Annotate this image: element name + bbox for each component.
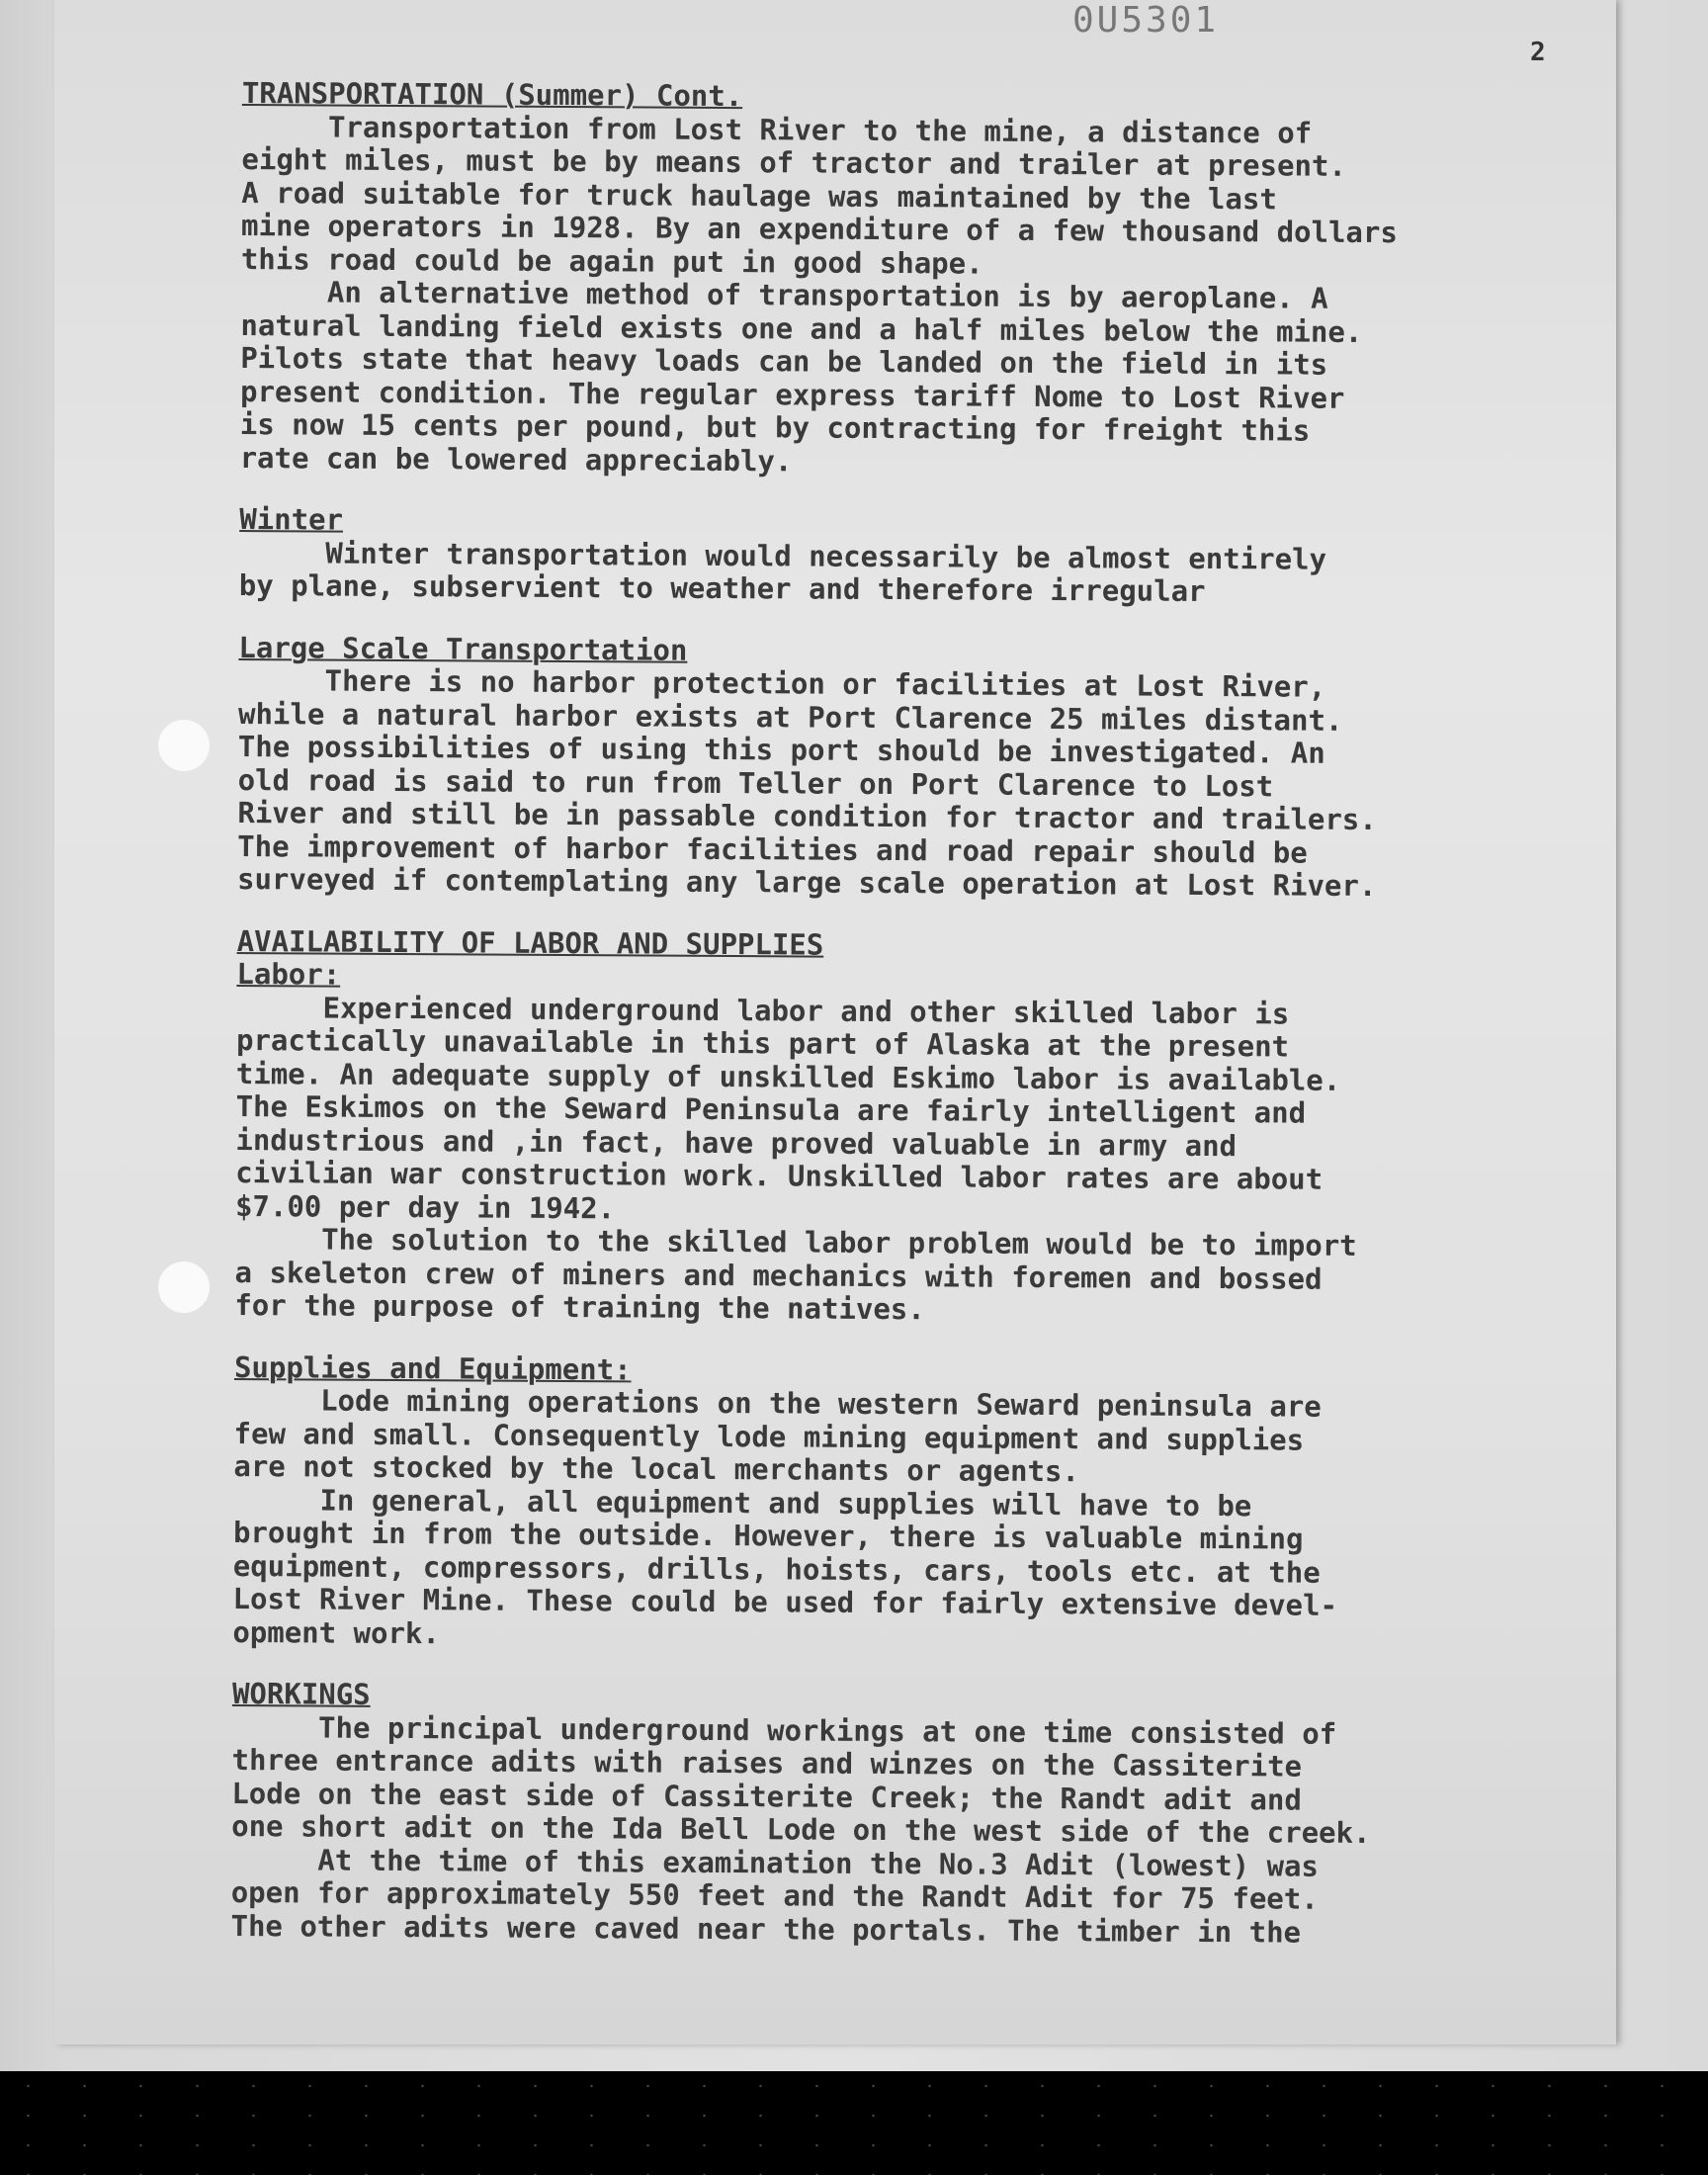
scanner-bottom-border [0, 2071, 1708, 2175]
section-heading: WORKINGS [231, 1676, 371, 1711]
section-transportation-summer [240, 77, 1606, 482]
section-availability-labor-supplies [234, 924, 1600, 1330]
section-winter [239, 503, 1604, 611]
paragraph: The solution to the skilled labor problem would be to import a skeleton crew of miners and mechanics with foremen and bossed for the purpose of training the natives. [234, 1221, 1357, 1327]
paragraph: At the time of this examination the No.3 Adit (lowest) was open for approximately 550 feet and the Randt Adit for 75 feet. The other adits were caved near the portals. The timber in the [230, 1842, 1320, 1950]
section-workings [230, 1678, 1596, 1951]
paragraph: Lode mining operations on the western Seward peninsula are few and small. Consequently lode mining equipment and supplies are not stocked by the local merchants or agents. [233, 1382, 1322, 1489]
section-heading: Large Scale Transportation [238, 630, 688, 667]
paragraph: An alternative method of transportation is by aeroplane. A natural landing field exists one and a half miles below the mine. Pilots state that heavy loads can be landed on the field in its present condition. The regular express tariff Nome to Lost River is now 15 cents per pound, but by contracting for freight this rate can be lowered appreciably. [239, 274, 1363, 478]
punch-hole [158, 1262, 210, 1313]
paragraph: There is no harbor protection or facilities at Lost River, while a natural harbor exists at Port Clarence 25 miles distant. The possibilities of using this port should be investigated. An old road is said to run from Teller on Port Clarence to Lost River and still be in passable condition for tractor and trailers. The improvement of harbor facilities and road repair should be surveyed if contemplating any large scale operation at Lost River. [236, 662, 1377, 904]
section-supplies-equipment [232, 1350, 1598, 1657]
section-heading: Supplies and Equipment: [233, 1349, 632, 1386]
section-heading: AVAILABILITY OF LABOR AND SUPPLIES [236, 923, 824, 962]
punch-hole [158, 720, 210, 771]
paragraph: In general, all equipment and supplies will have to be brought in from the outside. However, there is valuable mining equipment, compressors, drills, hoists, cars, tools etc. at the Lost River Mine. These could be used for fairly extensive devel- opment work. [232, 1482, 1338, 1650]
paragraph: Winter transportation would necessarily be almost entirely by plane, subservient to weather and therefore irregular [238, 535, 1327, 608]
section-heading: TRANSPORTATION (Summer) Cont. [241, 76, 743, 114]
document-id-stamp: 0U5301 [1072, 0, 1220, 41]
document-body [230, 77, 1606, 1979]
paragraph: Transportation from Lost River to the mine, a distance of eight miles, must be by means of tractor and trailer at present. A road suitable for truck haulage was maintained by the last mine operators in 1928. By an expenditure of a few thousand dollars this road could be again put in good shape. [240, 109, 1398, 281]
section-subheading: Labor: [236, 956, 341, 992]
section-heading: Winter [239, 501, 344, 537]
section-large-scale-transportation [237, 631, 1603, 904]
paragraph: The principal underground workings at one time consisted of three entrance adits with raises and winzes on the Cassiterite Lode on the east side of Cassiterite Creek; the Randt adit and one short adit on the Ida Bell Lode on the west side of the creek. [231, 1709, 1371, 1851]
page-number: 2 [1530, 38, 1546, 67]
paragraph: Experienced underground labor and other skilled labor is practically unavailable in this part of Alaska at the present time. An adequate supply of unskilled Eskimo labor is available. The Eskimos on the Seward Peninsula are fairly intelligent and industrious and ,in fact, have proved valuable in army and civilian war construction work. Unskilled labor rates are about $7.00 per day in 1942. [234, 990, 1341, 1225]
